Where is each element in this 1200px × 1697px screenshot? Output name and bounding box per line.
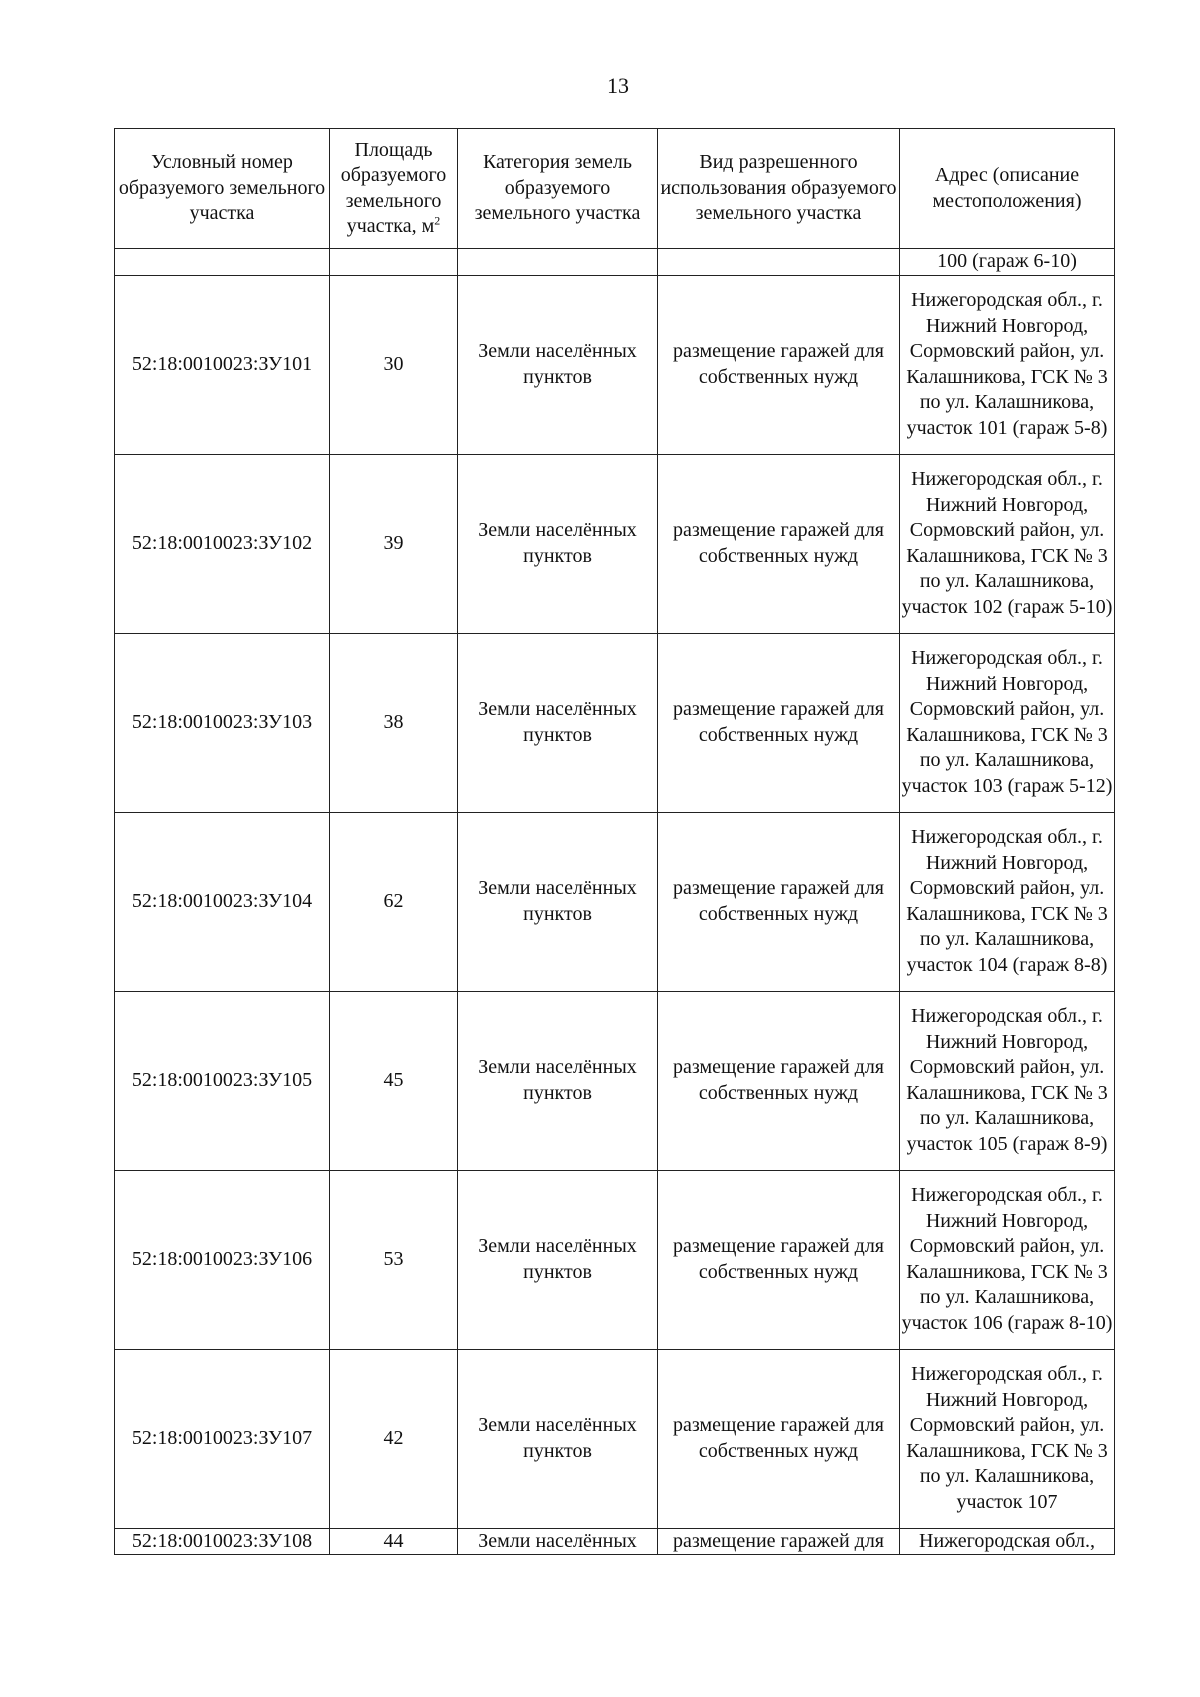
header-address: Адрес (описание местоположения) [900,129,1115,249]
table-row [115,812,1115,991]
header-area-text: Площадь образуемого земельного участка, м [340,138,447,237]
table-row [115,275,1115,454]
table-cell [330,249,458,276]
plot-number: 52:18:0010023:ЗУ101 [115,275,330,454]
plot-address: Нижегородская обл., г. Нижний Новгород, Сормовский район, ул. Калашникова, ГСК № 3 по ул. Калашникова, участок 105 (гараж 8-9) [900,991,1115,1170]
table-header-row [115,129,1115,249]
plot-area: 62 [330,812,458,991]
plot-address: Нижегородская обл., г. Нижний Новгород, Сормовский район, ул. Калашникова, ГСК № 3 по ул. Калашникова, участок 101 (гараж 5-8) [900,275,1115,454]
land-plots-table [114,128,1115,1555]
plot-use: размещение гаражей для собственных нужд [658,454,900,633]
plot-category: Земли населённых пунктов [458,991,658,1170]
plot-address: Нижегородская обл., г. Нижний Новгород, Сормовский район, ул. Калашникова, ГСК № 3 по ул. Калашникова, участок 106 (гараж 8-10) [900,1170,1115,1349]
plot-category: Земли населённых пунктов [458,633,658,812]
plot-area: 38 [330,633,458,812]
plot-area: 53 [330,1170,458,1349]
page-number: 13 [607,73,629,98]
header-number: Условный номер образуемого земельного участка [115,129,330,249]
plot-area: 42 [330,1349,458,1528]
plot-area: 44 [330,1528,458,1555]
plot-use: размещение гаражей для собственных нужд [658,1349,900,1528]
plot-category: Земли населённых [458,1528,658,1555]
continuation-row [115,249,1115,276]
table-row [115,633,1115,812]
plot-area: 45 [330,991,458,1170]
plot-use: размещение гаражей для собственных нужд [658,275,900,454]
plot-area: 30 [330,275,458,454]
plot-number: 52:18:0010023:ЗУ108 [115,1528,330,1555]
plot-address: Нижегородская обл., [900,1528,1115,1555]
plot-number: 52:18:0010023:ЗУ105 [115,991,330,1170]
plot-category: Земли населённых пунктов [458,812,658,991]
continuation-address: 100 (гараж 6-10) [900,249,1115,276]
plot-category: Земли населённых пунктов [458,1170,658,1349]
plot-number: 52:18:0010023:ЗУ104 [115,812,330,991]
table-row-truncated [115,1528,1115,1555]
table-row [115,1349,1115,1528]
table-row [115,1170,1115,1349]
plot-number: 52:18:0010023:ЗУ107 [115,1349,330,1528]
plot-number: 52:18:0010023:ЗУ106 [115,1170,330,1349]
plot-number: 52:18:0010023:ЗУ102 [115,454,330,633]
header-use: Вид разрешенного использования образуемого земельного участка [658,129,900,249]
plot-address: Нижегородская обл., г. Нижний Новгород, Сормовский район, ул. Калашникова, ГСК № 3 по ул. Калашникова, участок 103 (гараж 5-12) [900,633,1115,812]
plot-address: Нижегородская обл., г. Нижний Новгород, Сормовский район, ул. Калашникова, ГСК № 3 по ул. Калашникова, участок 102 (гараж 5-10) [900,454,1115,633]
header-area [330,129,458,249]
table-cell [458,249,658,276]
table-row [115,454,1115,633]
plot-category: Земли населённых пунктов [458,454,658,633]
plot-use: размещение гаражей для [658,1528,900,1555]
plot-use: размещение гаражей для собственных нужд [658,1170,900,1349]
table-cell [115,249,330,276]
plot-category: Земли населённых пунктов [458,275,658,454]
plot-area: 39 [330,454,458,633]
header-area-superscript: 2 [434,213,441,228]
plot-use: размещение гаражей для собственных нужд [658,633,900,812]
plot-address: Нижегородская обл., г. Нижний Новгород, Сормовский район, ул. Калашникова, ГСК № 3 по ул. Калашникова, участок 107 [900,1349,1115,1528]
table-row [115,991,1115,1170]
plot-category: Земли населённых пунктов [458,1349,658,1528]
plot-number: 52:18:0010023:ЗУ103 [115,633,330,812]
plot-use: размещение гаражей для собственных нужд [658,991,900,1170]
plot-use: размещение гаражей для собственных нужд [658,812,900,991]
plot-address: Нижегородская обл., г. Нижний Новгород, Сормовский район, ул. Калашникова, ГСК № 3 по ул. Калашникова, участок 104 (гараж 8-8) [900,812,1115,991]
header-category: Категория земель образуемого земельного участка [458,129,658,249]
table-cell [658,249,900,276]
